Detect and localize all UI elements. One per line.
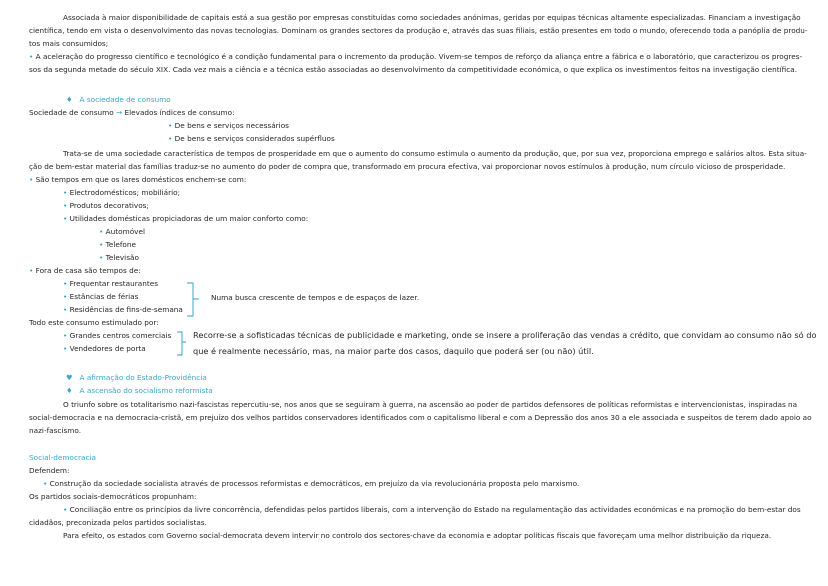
section-heading-socialismo: ♦ A ascensão do socialismo reformista <box>66 386 213 395</box>
list-item: • Estâncias de férias <box>63 292 139 301</box>
estado-p-line3: nazi-fascismo. <box>29 426 82 435</box>
bullet-icon: • <box>29 52 34 61</box>
intro-p2-line2: sos da segunda metade do século XIX. Cada vez mais a ciência e a técnica estão associadas ao desenvolvimento da competitividade económica, o que explica os investimentos feitos na investigação científica. <box>29 65 798 74</box>
intro-p2-line1: • A aceleração do progresso científico e tecnológico é a condição fundamental para o incremento da produção. Vivem-se tempos de reforço da aliança entre a fábrica e o laboratório, que caracterizou os progres- <box>29 52 803 61</box>
heart-icon: ♥ <box>66 373 73 382</box>
list-item: • De bens e serviços considerados supérfluos <box>168 134 335 143</box>
bracket-brace <box>176 331 190 357</box>
list-item: • Utilidades domésticas propiciadoras de um maior conforto como: <box>63 214 309 223</box>
todo-intro: Todo este consumo estimulado por: <box>29 318 159 327</box>
defendem-label: Defendem: <box>29 466 70 475</box>
consumo-p-line2: ção de bem-estar material das famílias traduz-se no aumento do poder de compra que, transformado em procura efectiva, vai proporcionar novos estímulos à produção, num círculo vicioso de prosperidade. <box>29 162 786 171</box>
section-heading-estado: ♥ A afirmação do Estado-Providência <box>66 373 207 382</box>
lares-intro: • São tempos em que os lares domésticos enchem-se com: <box>29 175 247 184</box>
arrow-right-icon: → <box>116 108 123 117</box>
list-item: • Grandes centros comerciais <box>63 331 172 340</box>
section-heading-social-democracia: Social-democracia <box>29 453 96 462</box>
list-item: • Residências de fins-de-semana <box>63 305 183 314</box>
final-paragraph: Para efeito, os estados com Governo social-democrata devem intervir no controlo dos sectores-chave da economia e adoptar políticas fiscais que favoreçam uma melhor distribuição da riqueza. <box>63 531 772 540</box>
consumo-definition: Sociedade de consumo → Elevados índices de consumo: <box>29 108 235 117</box>
list-item: • De bens e serviços necessários <box>168 121 289 130</box>
bracket-brace <box>186 282 200 318</box>
consumo-p-line1: Trata-se de uma sociedade característica de tempos de prosperidade em que o aumento do consumo estimula o aumento da produção, que, por sua vez, proporciona emprego e salários altos. Esta situa- <box>63 149 807 158</box>
diamond-icon: ♦ <box>66 95 73 104</box>
intro-p1-line3: tos mais consumidos; <box>29 39 109 48</box>
list-item: • Automóvel <box>99 227 145 236</box>
list-item: • Construção da sociedade socialista através de processos reformistas e democráticos, em prejuízo da via revolucionária proposta pelo marxismo. <box>43 479 580 488</box>
propunham-line1: • Conciliação entre os princípios da livre concorrência, defendidas pelos partidos liberais, com a intervenção do Estado na regulamentação das actividades económicas e na promoção do bem-estar dos <box>63 505 801 514</box>
fora-note: Numa busca crescente de tempos e de espaços de lazer. <box>211 293 420 302</box>
todo-note-line1: Recorre-se a sofisticadas técnicas de publicidade e marketing, onde se insere a proliferação das vendas a crédito, que convidam ao consumo não só do <box>193 330 817 340</box>
propunham-line2: cidadãos, preconizada pelos partidos socialistas. <box>29 518 207 527</box>
propunham-label: Os partidos sociais-democráticos propunham: <box>29 492 197 501</box>
diamond-icon: ♦ <box>66 386 73 395</box>
intro-p1-line1: Associada à maior disponibilidade de capitais está a sua gestão por empresas constituídas como sociedades anónimas, geridas por equipas técnicas altamente especializadas. Financiam a investigação <box>63 13 801 22</box>
list-item: • Produtos decorativos; <box>63 201 149 210</box>
list-item: • Frequentar restaurantes <box>63 279 158 288</box>
list-item: • Telefone <box>99 240 137 249</box>
list-item: • Electrodomésticos; mobiliário; <box>63 188 181 197</box>
todo-note-line2: que é realmente necessário, mas, na maior parte dos casos, daquilo que poderá ser (ou não) útil. <box>193 346 594 356</box>
list-item: • Vendedores de porta <box>63 344 146 353</box>
list-item: • Televisão <box>99 253 139 262</box>
fora-intro: • Fora de casa são tempos de: <box>29 266 141 275</box>
estado-p-line2: social-democracia e na democracia-cristã, em prejuízo dos velhos partidos conservadores identificados com o capitalismo liberal e com a Depressão dos anos 30 a ele associada e suspeitos de terem dado apoio ao <box>29 413 812 422</box>
intro-p1-line2: científica, tendo em vista o desenvolvimento das novas tecnologias. Dominam os grandes sectores da produção e, através das suas filiais, estão presentes em todo o mundo, oferecendo toda a panóplia de produ- <box>29 26 808 35</box>
section-heading-consumo: ♦ A sociedade de consumo <box>66 95 171 104</box>
estado-p-line1: O triunfo sobre os totalitarismo nazi-fascistas repercutiu-se, nos anos que se seguiram à guerra, na ascensão ao poder de partidos defensores de políticas reformistas e intervencionistas, inspiradas na <box>63 400 798 409</box>
